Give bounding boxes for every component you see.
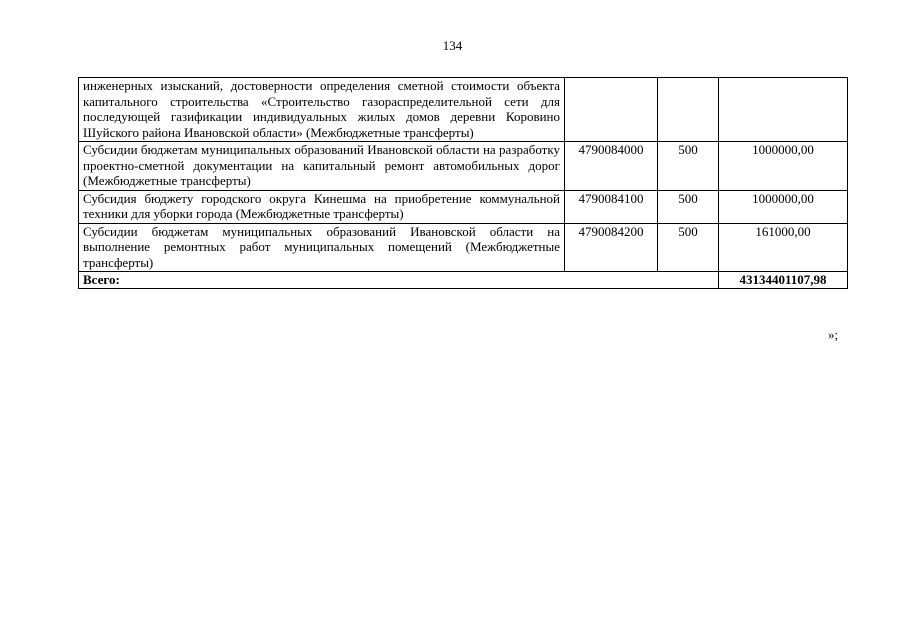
row-type-cell: 500 [658, 223, 719, 272]
row-code-cell: 4790084000 [565, 142, 658, 191]
row-type-cell: 500 [658, 142, 719, 191]
row-type-cell [658, 78, 719, 142]
row-name-cell: Субсидии бюджетам муниципальных образований Ивановской области на разработку проектно-сметной документации на капитальный ремонт автомобильных дорог (Межбюджетные трансферты) [79, 142, 565, 191]
table-row [79, 142, 848, 191]
budget-table [78, 77, 848, 289]
total-row [79, 272, 848, 289]
row-sum-cell: 1000000,00 [719, 190, 848, 223]
row-code-cell [565, 78, 658, 142]
row-name-cell: Субсидии бюджетам муниципальных образований Ивановской области на выполнение ремонтных работ муниципальных помещений (Межбюджетные трансферты) [79, 223, 565, 272]
row-sum-cell: 161000,00 [719, 223, 848, 272]
page-number: 134 [442, 38, 463, 53]
table-row [79, 78, 848, 142]
row-name-cell: Субсидия бюджету городского округа Кинешма на приобретение коммунальной техники для уборки города (Межбюджетные трансферты) [79, 190, 565, 223]
table-row [79, 190, 848, 223]
row-sum-cell [719, 78, 848, 142]
row-sum-cell: 1000000,00 [719, 142, 848, 191]
row-code-cell: 4790084100 [565, 190, 658, 223]
closing-quote-mark: »; [828, 327, 839, 342]
total-sum: 43134401107,98 [719, 272, 848, 289]
row-name-cell: инженерных изысканий, достоверности определения сметной стоимости объекта капитального строительства «Строительство газораспределительной сети для последующей газификации индивидуальных жилых домов деревни Коровино Шуйского района Ивановской области» (Межбюджетные трансферты) [79, 78, 565, 142]
table-row [79, 223, 848, 272]
total-label: Всего: [79, 272, 719, 289]
row-type-cell: 500 [658, 190, 719, 223]
row-code-cell: 4790084200 [565, 223, 658, 272]
